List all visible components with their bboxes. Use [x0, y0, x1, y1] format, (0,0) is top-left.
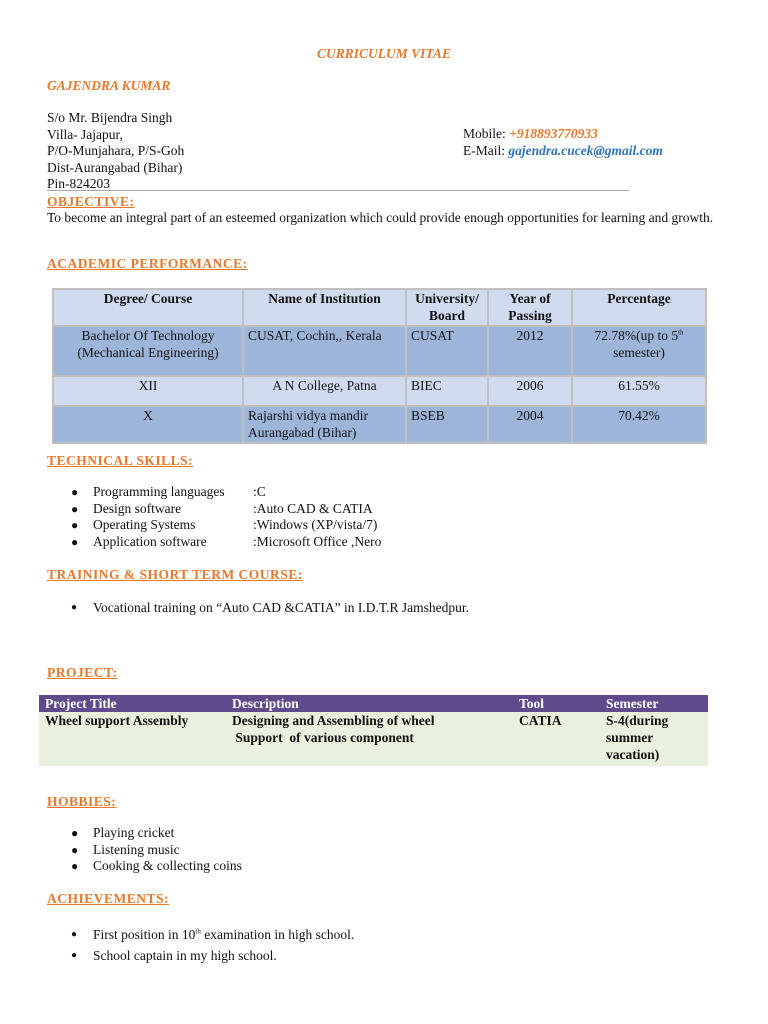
academic-header-row: [53, 289, 706, 326]
academic-heading: ACADEMIC PERFORMANCE:: [47, 256, 248, 271]
address-line: Villa- Jajapur,: [47, 126, 123, 142]
achievements-list: [47, 927, 647, 964]
training-item: Vocational training on “Auto CAD &CATIA” in I.D.T.R Jamshedpur.: [93, 600, 469, 615]
percentage-value: 72.78%(up to 5: [594, 328, 679, 343]
mobile-line: [463, 126, 663, 143]
year-cell: 2004: [488, 406, 572, 443]
table-row: [53, 406, 706, 443]
achievement-text: First position in 10: [93, 927, 196, 942]
address-block: [47, 110, 184, 193]
table-row: [53, 326, 706, 376]
objective-text: To become an integral part of an esteemed organization which could provide enough opportunities for learning and growth.: [47, 210, 714, 225]
percentage-cell: [572, 326, 706, 376]
document-title: CURRICULUM VITAE: [317, 46, 451, 61]
project-description-cell: [226, 712, 513, 766]
project-title-cell: Wheel support Assembly: [39, 712, 226, 766]
percentage-note: semester): [613, 344, 665, 360]
year-cell: 2012: [488, 326, 572, 376]
mobile-number: +918893770933: [509, 126, 598, 141]
objective-heading: OBJECTIVE:: [47, 194, 135, 209]
degree-cell: XII: [53, 376, 243, 406]
achievement-text: School captain in my high school.: [93, 947, 277, 963]
training-list: [47, 600, 647, 617]
board-cell: CUSAT: [406, 326, 488, 376]
address-line: Pin-824203: [47, 176, 111, 191]
list-item: [47, 927, 647, 944]
email-line: [463, 143, 663, 160]
address-line: S/o Mr. Bijendra Singh: [47, 110, 173, 125]
address-line: P/O-Munjahara, P/S-Goh: [47, 143, 185, 158]
bullet-icon: ●: [71, 602, 78, 613]
list-item: [47, 858, 547, 875]
institution-cell: A N College, Patna: [243, 376, 406, 406]
list-item: [47, 517, 547, 534]
skill-label: Operating Systems: [93, 517, 196, 533]
email-label: E-Mail:: [463, 142, 509, 158]
column-header: Description: [226, 695, 513, 712]
ordinal-suffix: th: [195, 927, 201, 936]
column-header: Degree/ Course: [53, 289, 243, 326]
column-header: University/ Board: [406, 289, 488, 326]
bullet-icon: ●: [71, 518, 79, 533]
email-link[interactable]: gajendra.cucek@gmail.com: [508, 142, 663, 158]
skill-label: Design software: [93, 500, 182, 516]
board-cell: BSEB: [406, 406, 488, 443]
bullet-icon: ●: [71, 534, 79, 549]
institution-cell: Rajarshi vidya mandir Aurangabad (Bihar): [243, 406, 406, 443]
achievements-heading: ACHIEVEMENTS:: [47, 891, 170, 906]
project-heading: PROJECT:: [47, 665, 118, 680]
institution-cell: CUSAT, Cochin,, Kerala: [243, 326, 406, 376]
board-cell: BIEC: [406, 376, 488, 406]
project-table: [39, 695, 708, 766]
training-heading: TRAINING & SHORT TERM COURSE:: [47, 567, 303, 582]
year-cell: 2006: [488, 376, 572, 406]
bullet-icon: ●: [71, 949, 78, 961]
ordinal-suffix: th: [678, 328, 684, 337]
list-item: [47, 948, 647, 965]
mobile-label: Mobile:: [463, 126, 510, 141]
list-item: [47, 484, 547, 501]
bullet-icon: ●: [71, 485, 79, 499]
achievement-text-tail: examination in high school.: [200, 927, 355, 942]
bullet-icon: ●: [71, 859, 79, 874]
technical-skills-list: [47, 484, 547, 550]
list-item: [47, 534, 547, 551]
contact-block: [463, 126, 663, 159]
column-header: Project Title: [39, 695, 226, 712]
hobbies-heading: HOBBIES:: [47, 794, 117, 809]
technical-skills-heading: TECHNICAL SKILLS:: [47, 453, 194, 468]
skill-label: Programming languages: [93, 484, 225, 499]
hobby-item: Cooking & collecting coins: [93, 858, 242, 874]
degree-cell: Bachelor Of Technology (Mechanical Engineering): [53, 326, 243, 376]
bullet-icon: ●: [71, 929, 78, 940]
project-semester-cell: S-4(during summer vacation): [600, 712, 708, 766]
table-row: [39, 712, 708, 766]
column-header: Name of Institution: [243, 289, 406, 326]
percentage-cell: 70.42%: [572, 406, 706, 443]
table-row: [53, 376, 706, 406]
list-item: [47, 501, 547, 518]
skill-value: :Microsoft Office ,Nero: [253, 533, 382, 549]
degree-cell: X: [53, 406, 243, 443]
address-line: Dist-Aurangabad (Bihar): [47, 159, 183, 175]
description-line: Support of various component: [232, 730, 414, 745]
bullet-icon: ●: [71, 842, 79, 857]
column-header: Tool: [513, 695, 600, 712]
skill-label: Application software: [93, 533, 207, 549]
project-header-row: [39, 695, 708, 712]
hobby-item: Listening music: [93, 841, 180, 857]
description-line: Designing and Assembling of wheel: [232, 713, 435, 728]
column-header: Semester: [600, 695, 708, 712]
header-divider: [47, 190, 629, 191]
percentage-cell: 61.55%: [572, 376, 706, 406]
bullet-icon: ●: [71, 501, 79, 516]
list-item: [47, 600, 647, 617]
candidate-name: GAJENDRA KUMAR: [47, 78, 171, 93]
list-item: [47, 825, 547, 842]
skill-value: :Auto CAD & CATIA: [253, 500, 373, 516]
skill-value: :C: [253, 484, 266, 499]
project-tool-cell: CATIA: [513, 712, 600, 766]
bullet-icon: ●: [71, 826, 79, 840]
academic-table: [52, 288, 707, 444]
column-header: Year of Passing: [488, 289, 572, 326]
hobby-item: Playing cricket: [93, 825, 175, 840]
list-item: [47, 842, 547, 859]
column-header: Percentage: [572, 289, 706, 326]
skill-value: :Windows (XP/vista/7): [253, 517, 378, 533]
hobbies-list: [47, 825, 547, 875]
